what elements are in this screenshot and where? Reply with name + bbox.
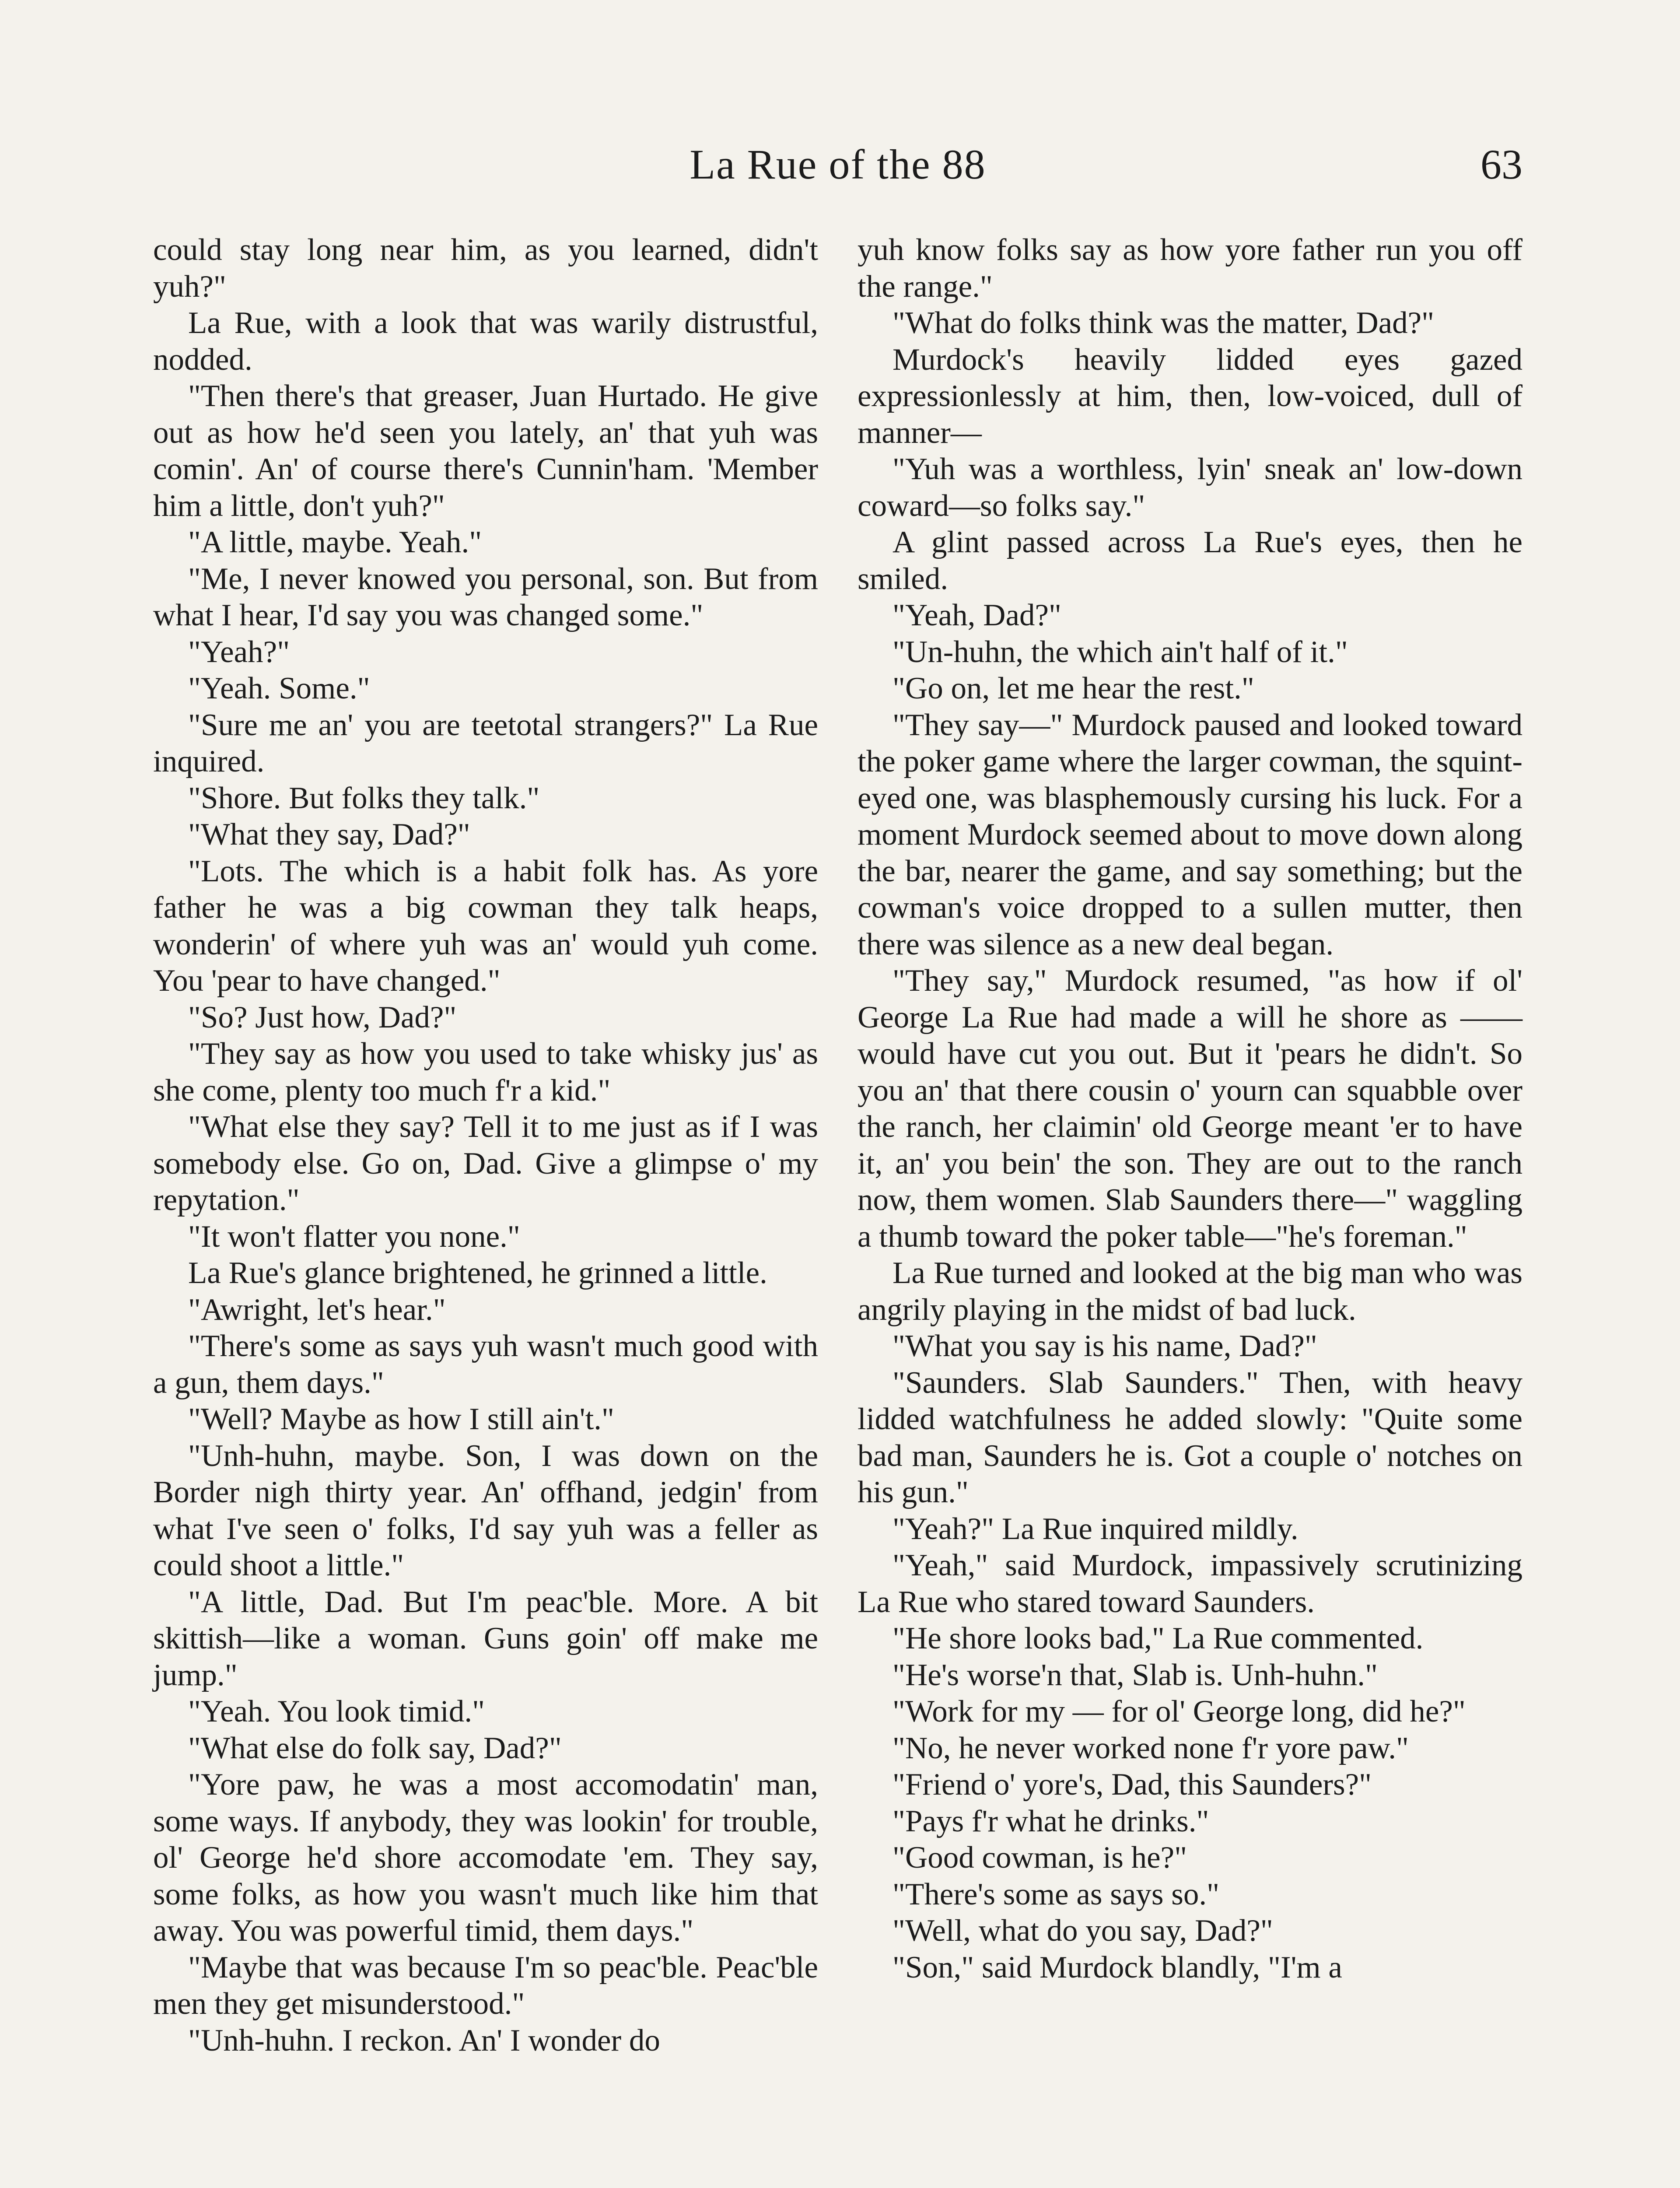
left-text-column: [153, 232, 818, 2059]
paragraph: "Yeah, Dad?": [892, 598, 1061, 632]
paragraph: "They say as how you used to take whisky jus' as she come, plenty too much f'r a kid.": [153, 1037, 818, 1108]
paragraph: "Awright, let's hear.": [188, 1292, 446, 1327]
paragraph: "Friend o' yore's, Dad, this Saunders?": [892, 1767, 1372, 1802]
paragraph: Murdock's heavily lidded eyes gazed expressionlessly at him, then, low-voiced, dull of manner—: [858, 342, 1522, 450]
paragraph: "What else do folk say, Dad?": [188, 1731, 562, 1765]
paragraph: La Rue turned and looked at the big man who was angrily playing in the midst of bad luck.: [858, 1256, 1522, 1327]
paragraph: "Lots. The which is a habit folk has. As yore father he was a big cowman they talk heaps, wonderin' of where yuh was an' would yuh come. You 'pear to have changed.": [153, 854, 818, 998]
paragraph: "Good cowman, is he?": [892, 1841, 1187, 1875]
page-header: [153, 140, 1522, 201]
paragraph: "Maybe that was because I'm so peac'ble. Peac'ble men they get misunderstood.": [153, 1950, 818, 2021]
paragraph: "Then there's that greaser, Juan Hurtado. He give out as how he'd seen you lately, an' that yuh was comin'. An' of course there's Cunnin'ham. 'Member him a little, don't yuh?": [153, 379, 818, 523]
paragraph: "There's some as says yuh wasn't much good with a gun, them days.": [153, 1329, 818, 1400]
paragraph: "Yeah?": [188, 635, 290, 669]
paragraph: "There's some as says so.": [892, 1877, 1220, 1911]
paragraph: "Yeah. Some.": [188, 671, 370, 705]
paragraph: "What do folks think was the matter, Dad?": [892, 306, 1435, 340]
paragraph: "They say—" Murdock paused and looked toward the poker game where the larger cowman, the squint-eyed one, was blasphemously cursing his luck. For a moment Murdock seemed about to move down along the bar, nearer the game, and say something; but the cowman's voice dropped to a sullen mutter, then there was silence as a new deal began.: [858, 708, 1522, 961]
paragraph: "Yeah. You look timid.": [188, 1694, 485, 1729]
paragraph: "They say," Murdock resumed, "as how if ol' George La Rue had made a will he shore as —— would have cut you out. But it 'pears he didn't. So you an' that there cousin o' yourn can squabble over the ranch, her claimin' old George meant 'er to have it, an' you bein' the son. They are out to the ranch now, them women. Slab Saunders there—" waggling a thumb toward the poker table—"he's foreman.": [858, 964, 1522, 1254]
paragraph: "Son," said Murdock blandly, "I'm a: [892, 1950, 1342, 1985]
paragraph: "Sure me an' you are teetotal strangers?" La Rue inquired.: [153, 708, 818, 778]
paragraph: "He shore looks bad," La Rue commented.: [892, 1621, 1424, 1655]
paragraph: "Yore paw, he was a most accomodatin' man, some ways. If anybody, they was lookin' for trouble, ol' George he'd shore accomodate 'em. They say, some folks, as how you wasn't much like him that away. You was powerful timid, them days.": [153, 1767, 818, 1948]
paragraph: "What else they say? Tell it to me just as if I was somebody else. Go on, Dad. Give a glimpse o' my repytation.": [153, 1110, 818, 1217]
paragraph: "Well, what do you say, Dad?": [892, 1914, 1273, 1948]
paragraph: "It won't flatter you none.": [188, 1219, 520, 1254]
paragraph: "A little, maybe. Yeah.": [188, 525, 482, 559]
paragraph: La Rue, with a look that was warily distrustful, nodded.: [153, 306, 818, 377]
paragraph: "Unh-huhn, maybe. Son, I was down on the Border nigh thirty year. An' offhand, jedgin' from what I've seen o' folks, I'd say yuh was a feller as could shoot a little.": [153, 1438, 818, 1582]
paragraph: yuh know folks say as how yore father run you off the range.": [858, 233, 1522, 304]
paragraph: "Me, I never knowed you personal, son. But from what I hear, I'd say you was changed some.": [153, 561, 818, 632]
paragraph: "Yeah?" La Rue inquired mildly.: [892, 1511, 1298, 1546]
page-number: 63: [1480, 141, 1522, 188]
right-text-column: [858, 232, 1522, 1986]
paragraph: "Yuh was a worthless, lyin' sneak an' low-down coward—so folks say.": [858, 452, 1522, 523]
paragraph: "Un-huhn, the which ain't half of it.": [892, 635, 1348, 669]
paragraph: could stay long near him, as you learned, didn't yuh?": [153, 233, 818, 304]
paragraph: "Saunders. Slab Saunders." Then, with heavy lidded watchfulness he added slowly: "Quite some bad man, Saunders he is. Got a couple o' notches on his gun.": [858, 1365, 1522, 1509]
paragraph: "What you say is his name, Dad?": [892, 1329, 1317, 1363]
paragraph: "A little, Dad. But I'm peac'ble. More. A bit skittish—like a woman. Guns goin' off make me jump.": [153, 1585, 818, 1692]
paragraph: "Shore. But folks they talk.": [188, 781, 540, 815]
paragraph: "So? Just how, Dad?": [188, 1000, 457, 1034]
paragraph: "Pays f'r what he drinks.": [892, 1804, 1209, 1838]
paragraph: "He's worse'n that, Slab is. Unh-huhn.": [892, 1658, 1378, 1692]
paragraph: "Yeah," said Murdock, impassively scrutinizing La Rue who stared toward Saunders.: [858, 1548, 1522, 1619]
paragraph: La Rue's glance brightened, he grinned a little.: [188, 1256, 767, 1290]
paragraph: "No, he never worked none f'r yore paw.": [892, 1731, 1409, 1765]
running-title: La Rue of the 88: [690, 141, 986, 188]
paragraph: "Unh-huhn. I reckon. An' I wonder do: [188, 2023, 660, 2058]
paragraph: A glint passed across La Rue's eyes, then he smiled.: [858, 525, 1522, 596]
paragraph: "Well? Maybe as how I still ain't.": [188, 1402, 615, 1436]
paragraph: "Go on, let me hear the rest.": [892, 671, 1254, 705]
paragraph: "Work for my — for ol' George long, did he?": [892, 1694, 1466, 1729]
paragraph: "What they say, Dad?": [188, 817, 470, 852]
